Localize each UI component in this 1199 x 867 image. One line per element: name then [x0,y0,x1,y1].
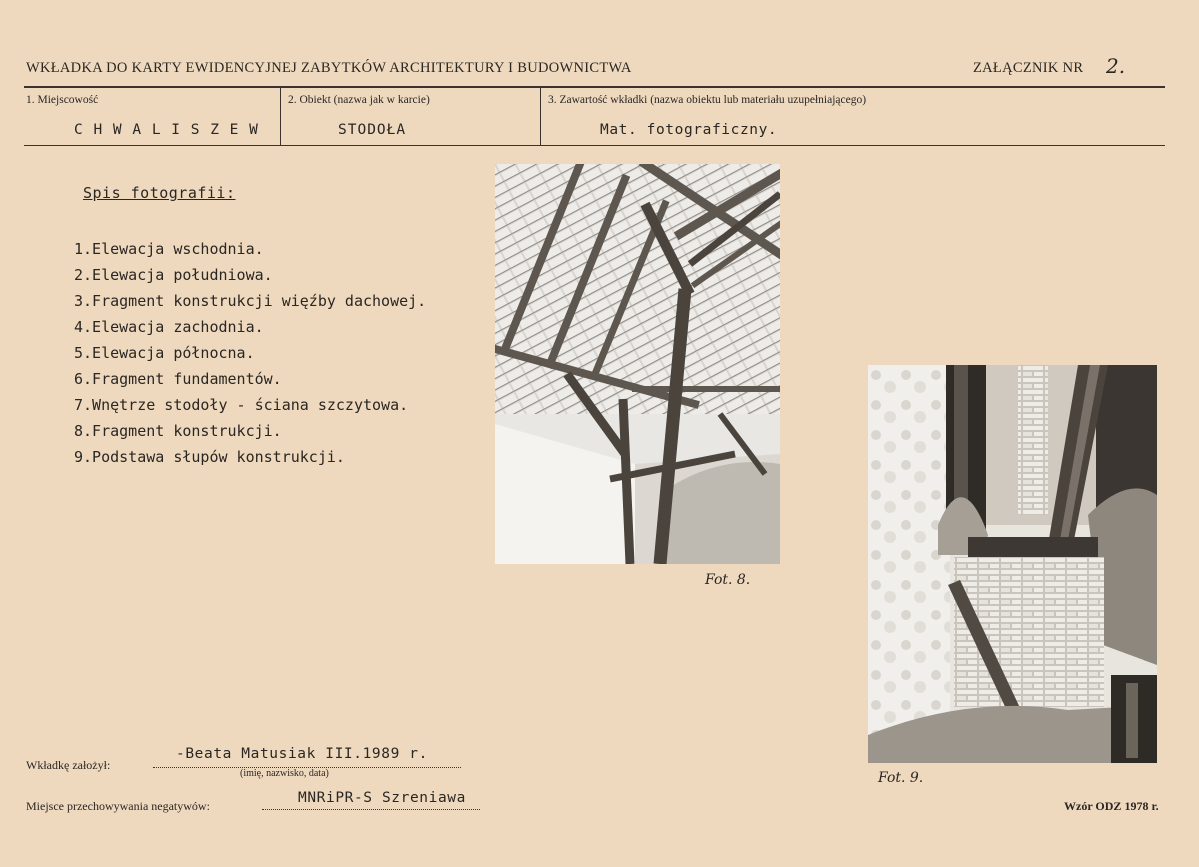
locality-value: C H W A L I S Z E W [74,122,259,138]
storage-value: MNRiPR-S Szreniawa [298,790,466,806]
author-label: Wkładkę założył: [26,758,111,772]
list-item: 7.Wnętrze stodoły - ściana szczytowa. [74,396,409,414]
field-divider-2 [540,88,541,145]
photo-list [74,236,426,470]
author-value: -Beata Matusiak III.1989 r. [176,746,428,762]
content-value: Mat. fotograficzny. [600,122,778,138]
storage-label: Miejsce przechowywania negatywów: [26,799,210,813]
list-item: 6.Fragment fundamentów. [74,370,282,388]
list-item: 3.Fragment konstrukcji więźby dachowej. [74,292,427,310]
list-item: 5.Elewacja północna. [74,344,255,362]
form-id: Wzór ODZ 1978 r. [1064,799,1159,813]
photo-8-caption: Fot. 8. [705,572,751,588]
photo-list-title: Spis fotografii: [83,184,236,202]
list-item: 4.Elewacja zachodnia. [74,318,264,336]
photo-9-caption: Fot. 9. [878,770,924,786]
photo-9-post-base [868,365,1157,763]
list-item: 2.Elewacja południowa. [74,266,273,284]
annex-number: 2. [1106,54,1126,78]
list-item: 1.Elewacja wschodnia. [74,240,264,258]
form-title: WKŁADKA DO KARTY EWIDENCYJNEJ ZABYTKÓW ARCHITEKTURY I BUDOWNICTWA [26,60,632,76]
object-value: STODOŁA [338,122,407,138]
locality-label: 1. Miejscowość [26,94,99,106]
author-hint: (imię, nazwisko, data) [240,768,329,779]
object-label: 2. Obiekt (nazwa jak w karcie) [288,94,430,106]
field-divider-1 [280,88,281,145]
header-rule [24,86,1165,88]
content-label: 3. Zawartość wkładki (nazwa obiektu lub materiału uzupełniającego) [548,94,867,106]
storage-dotted-line [262,808,480,810]
list-item: 9.Podstawa słupów konstrukcji. [74,448,345,466]
list-item: 8.Fragment konstrukcji. [74,422,282,440]
fields-bottom-rule [24,145,1165,146]
annex-label: ZAŁĄCZNIK NR [973,60,1084,76]
photo-8-roof-truss [495,164,780,564]
